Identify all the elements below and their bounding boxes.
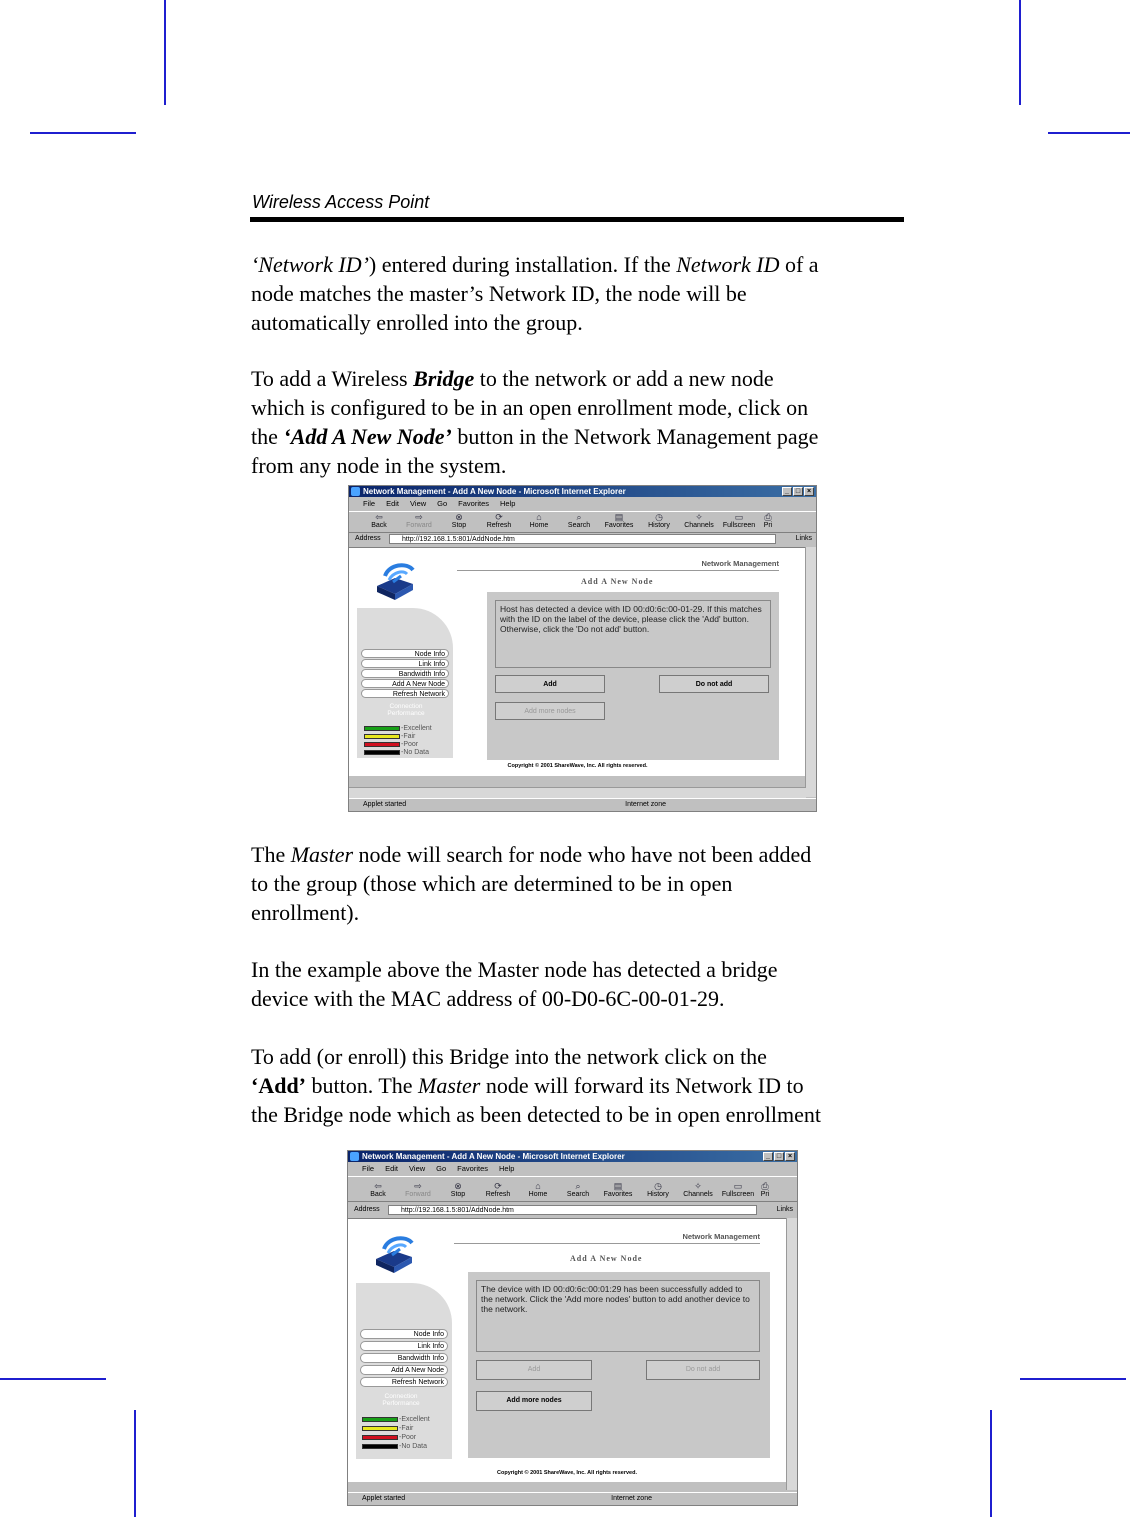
horizontal-scrollbar[interactable] [349, 787, 806, 798]
nav-bandwidth-info[interactable]: Bandwidth Info [360, 1353, 448, 1363]
address-label: Address [355, 535, 381, 542]
text: button in the Network Management page [451, 424, 819, 449]
channels-icon: ✧ [694, 1181, 702, 1191]
favorites-icon: ▤ [613, 1181, 623, 1191]
forward-icon: ⇨ [414, 1181, 422, 1191]
legend-item: -Excellent [364, 725, 432, 733]
sharewave-logo [370, 1231, 420, 1277]
print-button[interactable]: ⎙ Pri [758, 1181, 772, 1201]
paragraph-1 [251, 250, 819, 337]
forward-icon: ⇨ [415, 512, 423, 522]
menu-favorites[interactable]: Favorites [457, 1164, 489, 1173]
paragraph-3 [251, 840, 811, 927]
text: The [251, 842, 291, 867]
tab-network-management[interactable]: Network Management [454, 1231, 760, 1244]
search-button[interactable]: ⌕ Search [558, 1181, 598, 1201]
forward-button[interactable]: ⇨ Forward [399, 512, 439, 532]
menu-go[interactable]: Go [437, 499, 448, 508]
legend-item: -Poor [364, 741, 432, 749]
emph: Network ID [676, 252, 780, 277]
page-content [349, 547, 806, 776]
status-text: Applet started [362, 1495, 406, 1502]
performance-label: Connection Performance [382, 1393, 420, 1407]
forward-button[interactable]: ⇨ Forward [398, 1181, 438, 1201]
text: automatically enrolled into the group. [251, 310, 583, 335]
home-icon: ⌂ [536, 512, 542, 522]
fullscreen-button[interactable]: ▭ Fullscreen [718, 1181, 758, 1201]
print-button[interactable]: ⎙ Pri [759, 512, 777, 532]
menu-bar [349, 498, 816, 510]
text: the Bridge node which as been detected to be in open enrollment [251, 1102, 821, 1127]
text: to the network or add a new node [474, 366, 774, 391]
legend-item: -Fair [362, 1424, 430, 1433]
text: node will search for node who have not been added [353, 842, 812, 867]
links-button[interactable]: Links [795, 535, 812, 542]
address-input[interactable]: http://192.168.1.5:801/AddNode.htm [388, 1205, 757, 1215]
legend-swatch [364, 726, 400, 731]
back-icon: ⇦ [375, 512, 383, 522]
text: which is configured to be in an open enrollment mode, click on [251, 395, 809, 420]
favorites-button[interactable]: ▤ Favorites [598, 1181, 638, 1201]
crop-mark [30, 132, 136, 134]
text: node matches the master’s Network ID, the node will be [251, 281, 747, 306]
search-button[interactable]: ⌕ Search [559, 512, 599, 532]
legend-item: -Poor [362, 1433, 430, 1442]
menu-go[interactable]: Go [436, 1164, 447, 1173]
emph: ‘Add’ [251, 1073, 307, 1098]
minimize-icon[interactable]: _ [763, 1152, 773, 1161]
crop-mark [134, 1410, 136, 1517]
crop-mark [1048, 132, 1130, 134]
emph: ‘Add A New Node’ [283, 424, 452, 449]
favorites-button[interactable]: ▤ Favorites [599, 512, 639, 532]
window-title: Network Management - Add A New Node - Microsoft Internet Explorer _ □ × [349, 486, 816, 497]
performance-label: Connection Performance [387, 703, 425, 717]
text: device with the MAC address of 00-D0-6C-00-01-29. [251, 986, 725, 1011]
menu-view[interactable]: View [409, 1164, 426, 1173]
copyright: Copyright © 2001 ShareWave, Inc. All rights reserved. [497, 1470, 637, 1476]
page-title: Add A New Node [570, 1254, 643, 1263]
channels-button[interactable]: ✧ Channels [679, 512, 719, 532]
home-icon: ⌂ [535, 1181, 541, 1191]
success-message: The device with ID 00:d0:6c:00:01:29 has been successfully added to the network. Click the 'Add more nodes' button to add another device to the network. [476, 1280, 760, 1352]
status-bar [349, 798, 816, 811]
stop-icon: ⊗ [454, 1181, 462, 1191]
text: of a [779, 252, 819, 277]
ie-icon [351, 487, 360, 496]
maximize-icon[interactable]: □ [774, 1152, 784, 1161]
nav-bandwidth-info[interactable]: Bandwidth Info [361, 669, 449, 678]
add-button[interactable]: Add [495, 675, 605, 693]
text: enrollment). [251, 900, 360, 925]
dialog-panel [468, 1272, 770, 1458]
emph: Master [418, 1073, 481, 1098]
do-not-add-button[interactable]: Do not add [659, 675, 769, 693]
back-button[interactable]: ⇦ Back [358, 1181, 398, 1201]
crop-mark [0, 1378, 106, 1380]
header-rule [250, 217, 904, 222]
menu-view[interactable]: View [410, 499, 427, 508]
text: To add a Wireless [251, 366, 414, 391]
text: from any node in the system. [251, 453, 507, 478]
legend-swatch [362, 1435, 398, 1440]
page-title: Add A New Node [581, 577, 654, 586]
print-icon: ⎙ [764, 512, 772, 522]
history-icon: ◷ [654, 1181, 662, 1191]
browser-screenshot-1 [348, 485, 817, 812]
tab-network-management[interactable]: Network Management [457, 558, 779, 571]
legend-swatch [362, 1444, 398, 1449]
menu-file[interactable]: File [363, 499, 376, 508]
stop-icon: ⊗ [455, 512, 463, 522]
legend-swatch [364, 734, 400, 739]
search-icon: ⌕ [576, 512, 582, 522]
stop-button[interactable]: ⊗ Stop [439, 512, 479, 532]
stop-button[interactable]: ⊗ Stop [438, 1181, 478, 1201]
zone-text: Internet zone [611, 1495, 652, 1502]
back-button[interactable]: ⇦ Back [359, 512, 399, 532]
do-not-add-button[interactable]: Do not add [646, 1360, 760, 1380]
copyright: Copyright © 2001 ShareWave, Inc. All rights reserved. [507, 763, 648, 769]
paragraph-2 [251, 364, 818, 480]
legend-item: -Fair [364, 733, 432, 741]
refresh-button[interactable]: ⟳ Refresh [478, 1181, 518, 1201]
toolbar [349, 511, 816, 533]
status-text: Applet started [363, 801, 407, 808]
emph: Master [290, 842, 354, 867]
legend-swatch [362, 1417, 398, 1422]
fullscreen-icon: ▭ [734, 512, 744, 522]
dialog-panel [487, 592, 779, 760]
emph: Bridge [413, 366, 475, 391]
crop-mark [1019, 0, 1021, 105]
history-button[interactable]: ◷ History [638, 1181, 678, 1201]
legend-item: -Excellent [362, 1415, 430, 1424]
vertical-scrollbar[interactable] [786, 1218, 797, 1490]
minimize-icon[interactable]: _ [782, 487, 792, 496]
menu-help[interactable]: Help [499, 1164, 515, 1173]
refresh-button[interactable]: ⟳ Refresh [479, 512, 519, 532]
history-icon: ◷ [655, 512, 663, 522]
search-icon: ⌕ [575, 1181, 581, 1191]
maximize-icon[interactable]: □ [793, 487, 803, 496]
page-content [348, 1218, 786, 1482]
detection-message: Host has detected a device with ID 00:d0:6c:00-01-29. If this matches with the ID on the label of the device, please click the 'Add' button. Otherwise, click the 'Do not add' button. [495, 600, 771, 668]
crop-mark [164, 0, 166, 105]
ie-icon [350, 1152, 359, 1161]
close-icon[interactable]: × [804, 487, 814, 496]
nav-node-info[interactable]: Node Info [360, 1329, 448, 1339]
toolbar [348, 1176, 797, 1202]
nav-refresh-network[interactable]: Refresh Network [360, 1377, 448, 1387]
paragraph-4 [251, 955, 778, 1013]
add-button[interactable]: Add [476, 1360, 592, 1380]
add-more-nodes-button[interactable]: Add more nodes [476, 1391, 592, 1411]
nav-add-a-new-node[interactable]: Add A New Node [360, 1365, 448, 1375]
paragraph-5 [251, 1042, 821, 1129]
home-button[interactable]: ⌂ Home [518, 1181, 558, 1201]
crop-mark [1020, 1378, 1126, 1380]
address-input[interactable]: http://192.168.1.5:801/AddNode.htm [389, 534, 776, 544]
text: ) entered during installation. If the [368, 252, 677, 277]
nav-link-info[interactable]: Link Info [360, 1341, 448, 1351]
legend-swatch [364, 742, 400, 747]
home-button[interactable]: ⌂ Home [519, 512, 559, 532]
address-bar [349, 533, 816, 545]
links-button[interactable]: Links [776, 1206, 793, 1213]
legend-item: -No Data [362, 1442, 430, 1451]
vertical-scrollbar[interactable] [805, 547, 816, 797]
fullscreen-button[interactable]: ▭ Fullscreen [719, 512, 759, 532]
performance-legend [364, 725, 432, 757]
text: To add (or enroll) this Bridge into the network click on the [251, 1044, 767, 1069]
window-controls [763, 1152, 795, 1161]
close-icon[interactable]: × [785, 1152, 795, 1161]
crop-mark [990, 1410, 992, 1517]
text: the [251, 424, 284, 449]
favorites-icon: ▤ [614, 512, 624, 522]
text: to the group (those which are determined to be in open [251, 871, 733, 896]
text: node will forward its Network ID to [480, 1073, 804, 1098]
fullscreen-icon: ▭ [733, 1181, 743, 1191]
refresh-icon: ⟳ [494, 1181, 502, 1191]
legend-swatch [364, 750, 400, 755]
menu-edit[interactable]: Edit [385, 1164, 399, 1173]
legend-swatch [362, 1426, 398, 1431]
back-icon: ⇦ [374, 1181, 382, 1191]
window-controls [782, 487, 814, 496]
menu-file[interactable]: File [362, 1164, 375, 1173]
add-more-nodes-button[interactable]: Add more nodes [495, 702, 605, 720]
browser-screenshot-2 [347, 1150, 798, 1506]
emph: ‘Network ID’ [251, 252, 369, 277]
nav-node-info[interactable]: Node Info [361, 649, 449, 658]
text: button. The [306, 1073, 419, 1098]
status-bar [348, 1492, 797, 1505]
performance-legend [362, 1415, 430, 1451]
menu-edit[interactable]: Edit [386, 499, 400, 508]
history-button[interactable]: ◷ History [639, 512, 679, 532]
sharewave-logo [371, 558, 421, 604]
menu-bar [348, 1163, 797, 1175]
menu-favorites[interactable]: Favorites [458, 499, 490, 508]
refresh-icon: ⟳ [495, 512, 503, 522]
address-bar [348, 1204, 797, 1216]
window-title: Network Management - Add A New Node - Microsoft Internet Explorer _ □ × [348, 1151, 797, 1162]
nav-link-info[interactable]: Link Info [361, 659, 449, 668]
nav-refresh-network[interactable]: Refresh Network [361, 689, 449, 698]
address-label: Address [354, 1206, 380, 1213]
menu-help[interactable]: Help [500, 499, 516, 508]
page-header: Wireless Access Point [252, 192, 430, 212]
nav-add-a-new-node[interactable]: Add A New Node [361, 679, 449, 688]
text: In the example above the Master node has detected a bridge [251, 957, 778, 982]
channels-button[interactable]: ✧ Channels [678, 1181, 718, 1201]
legend-item: -No Data [364, 749, 432, 757]
zone-text: Internet zone [625, 801, 666, 808]
channels-icon: ✧ [695, 512, 703, 522]
print-icon: ⎙ [761, 1181, 769, 1191]
